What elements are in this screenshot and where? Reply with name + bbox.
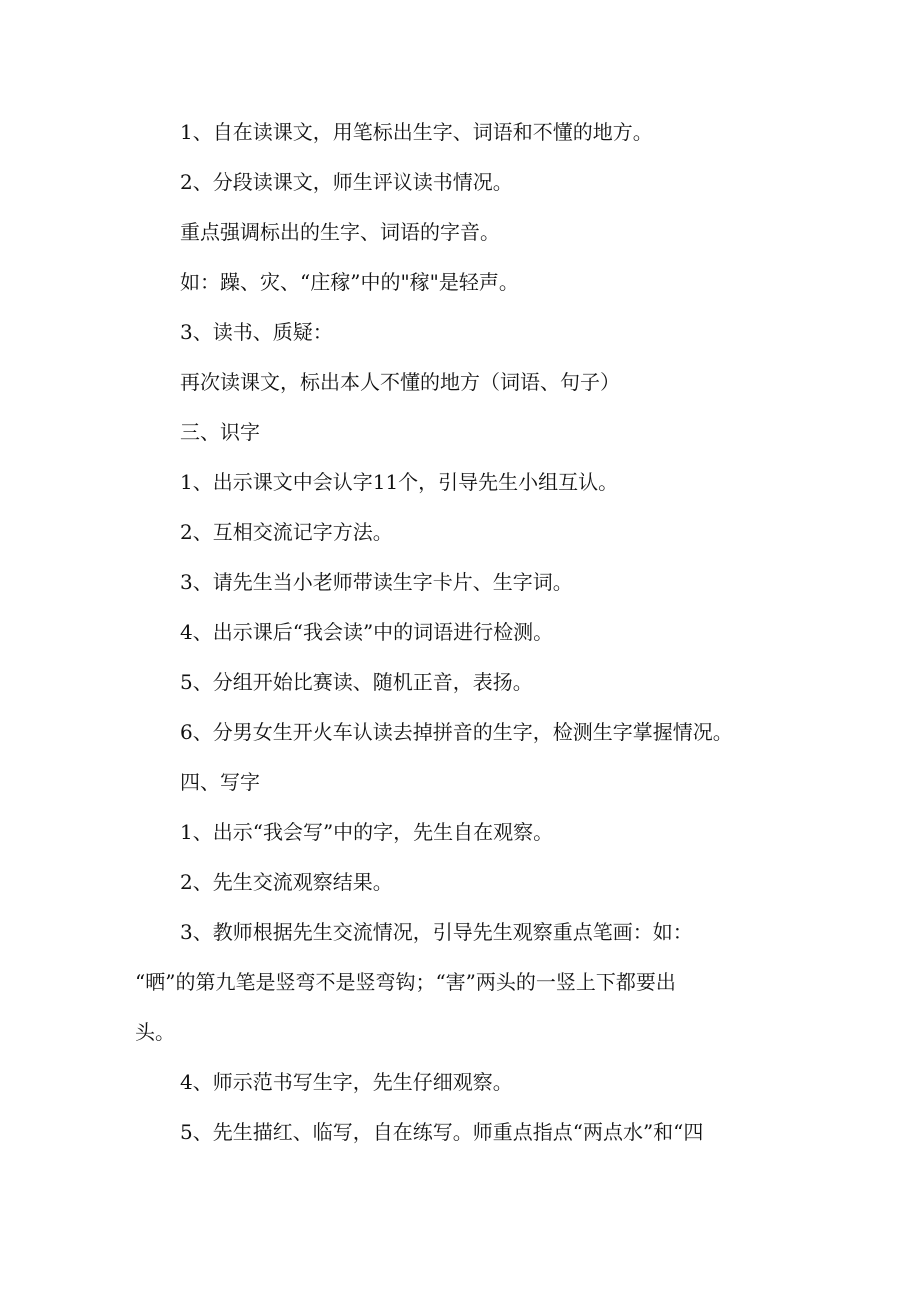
paragraph: 5、分组开始比赛读、随机正音，表扬。 <box>180 670 533 694</box>
document-body <box>0 107 920 1157</box>
paragraph: 再次读课文，标出本人不懂的地方（词语、句子） <box>180 370 620 394</box>
paragraph: 2、互相交流记字方法。 <box>180 520 393 544</box>
paragraph: 如：躁、灾、“庄稼”中的"稼"是轻声。 <box>180 270 519 294</box>
paragraph: 2、先生交流观察结果。 <box>180 870 393 894</box>
section-heading: 三、识字 <box>180 420 260 444</box>
paragraph-line: 3、教师根据先生交流情况，引导先生观察重点笔画：如： <box>180 920 693 944</box>
paragraph: 4、师示范书写生字，先生仔细观察。 <box>180 1070 513 1094</box>
paragraph: 1、自在读课文，用笔标出生字、词语和不懂的地方。 <box>180 120 653 144</box>
paragraph: 重点强调标出的生字、词语的字音。 <box>180 220 500 244</box>
paragraph-multiline <box>0 907 920 1057</box>
paragraph: 1、出示“我会写”中的字，先生自在观察。 <box>180 820 554 844</box>
paragraph: 3、读书、质疑： <box>180 320 333 344</box>
paragraph: 1、出示课文中会认字11个，引导先生小组互认。 <box>180 470 619 494</box>
paragraph: 3、请先生当小老师带读生字卡片、生字词。 <box>180 570 573 594</box>
paragraph: 4、出示课后“我会读”中的词语进行检测。 <box>180 620 554 644</box>
paragraph-line: “晒”的第九笔是竖弯不是竖弯钩；“害”两头的一竖上下都要出 <box>135 970 676 994</box>
section-heading: 四、写字 <box>180 770 260 794</box>
paragraph: 5、先生描红、临写，自在练写。师重点指点“两点水”和“四 <box>180 1120 704 1144</box>
paragraph: 6、分男女生开火车认读去掉拼音的生字，检测生字掌握情况。 <box>180 720 733 744</box>
paragraph-line: 头。 <box>135 1020 175 1044</box>
paragraph: 2、分段读课文，师生评议读书情况。 <box>180 170 513 194</box>
